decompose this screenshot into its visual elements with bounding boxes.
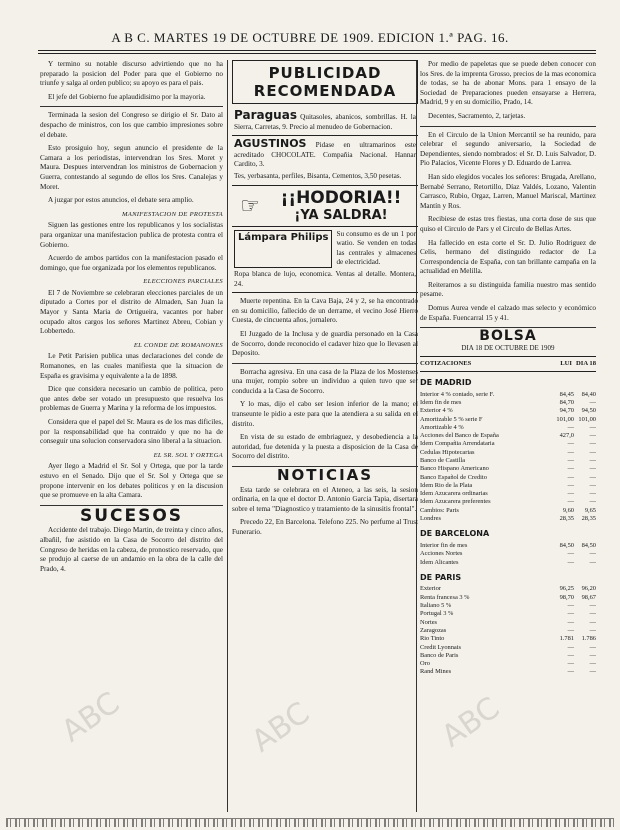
sucesos-heading: SUCESOS	[79, 505, 184, 526]
bolsa-row-name: Idem Azucarera ordinarias	[420, 490, 488, 498]
bolsa-row-name: Amortizable 5 % serie F	[420, 415, 483, 423]
publicity-title: PUBLICIDAD	[268, 64, 382, 82]
article-paragraph: Recibiese de estas tres fiestas, una corta dose de sus que quiso el Circulo de Pars y el Circulo de Bellas Artes.	[420, 215, 596, 233]
header-rule	[38, 50, 596, 51]
ad-paraguas	[232, 108, 418, 136]
bolsa-row	[420, 585, 596, 593]
bolsa-row-prev: —	[567, 448, 574, 456]
article-paragraph: Accidente del trabajo. Diego Martin, de treinta y cinco años, albañil, fue asistido en la Casa de Socorro del distrito del Congreso de heridas en la cabeza, de pronostico reservado, que se produjo al caerse de un andamio en la obra de la calle del Prado, 4.	[40, 526, 223, 573]
bolsa-row	[420, 449, 596, 457]
bolsa-row-prev: —	[567, 423, 574, 431]
bolsa-row-today: 1.786	[581, 635, 596, 643]
section-heading: EL SR. SOL Y ORTEGA	[153, 451, 223, 459]
bolsa-row-prev: 84,50	[559, 541, 574, 549]
article-paragraph: Reiteramos a su distinguida familia nuestro mas sentido pesame.	[420, 280, 596, 299]
bolsa-row	[420, 635, 596, 643]
bolsa-row	[420, 559, 596, 567]
bolsa-row-today: 84,40	[581, 390, 596, 398]
ad-title: AGUSTINOS	[234, 137, 307, 151]
bolsa-row-today: —	[589, 440, 596, 448]
bolsa-row-name: Banco de Paris	[420, 651, 459, 659]
bolsa-row-today: —	[589, 610, 596, 618]
bolsa-row-name: Cambios: Paris	[420, 506, 459, 514]
bolsa-row	[420, 515, 596, 523]
ad-extra: Tes, yerbasanta, perfiles, Bisanta, Cementos, 3,50 pesetas.	[234, 171, 402, 180]
bolsa-row-prev: —	[567, 481, 574, 489]
noticias-heading: NOTICIAS	[276, 466, 374, 485]
bolsa-row	[420, 490, 596, 498]
column-notices-bolsa	[420, 60, 596, 812]
bolsa-row-prev: 28,35	[559, 515, 574, 523]
bolsa-row	[420, 602, 596, 610]
bolsa-row-prev: 96,25	[559, 585, 574, 593]
bolsa-row	[420, 610, 596, 618]
bolsa-row	[420, 652, 596, 660]
bolsa-row-name: Exterior	[420, 585, 441, 593]
bolsa-row-name: Idem Compañia Arrendataria	[420, 440, 495, 448]
bolsa-row-prev: 84,45	[559, 390, 574, 398]
article-paragraph: Ayer llego a Madrid el Sr. Sol y Ortega, que por la tarde estuvo en el Senado. Dijo que el Sr. Sol y Ortega que se propone intervenir en los debates politicos y en la discusion que se promueve en la alta Camara.	[40, 462, 223, 500]
article-paragraph: Domus Aurea vende el calzado mas selecto y económico de España. Fuencarral 15 y 41.	[420, 304, 596, 322]
bolsa-row-prev: —	[567, 668, 574, 676]
bolsa-row-today: —	[589, 473, 596, 481]
bolsa-row	[420, 440, 596, 448]
ad-agustinos	[232, 136, 418, 185]
article-paragraph: Esta tarde se celebrara en el Ateneo, a las seis, la sesion ordinaria, en la que el doctor D. Antonio Garcia Tapia, disertara sobre el tema "Diagnostico y tratamiento de la sinusitis frontal".	[232, 485, 418, 513]
footer-edge	[6, 818, 614, 827]
bolsa-row-today: —	[589, 432, 596, 440]
article-paragraph: Acuerdo de ambos partidos con la manifestacion pasado el domingo, que fue organizada por los elementos republicanos.	[40, 254, 223, 272]
ad-text: Su consumo es de un 1 por watio. Se venden en todas las centrales y almacenes de electricidad.	[336, 229, 416, 267]
bolsa-row	[420, 498, 596, 506]
bolsa-row-prev: —	[567, 626, 574, 634]
article-paragraph: Le Petit Parisien publica unas declaraciones del conde de Romanones, en las cuales manifiesta que la situacion de España es gravisima y equivalente a la de 1898.	[40, 352, 223, 380]
article-paragraph: Decentes, Sacramento, 2, tarjetas.	[428, 111, 526, 120]
bolsa-date: DIA 18 DE OCTUBRE DE 1909	[461, 343, 555, 352]
bolsa-row	[420, 416, 596, 424]
ad-title: ¡¡HODORIA!!	[280, 187, 402, 208]
bolsa-row-name: Credit Lyonnais	[420, 643, 462, 651]
column-divider	[227, 60, 228, 812]
article-paragraph: A juzgar por estos anuncios, el debate sera amplio.	[48, 196, 194, 205]
bolsa-column-headers	[420, 356, 596, 372]
bolsa-row-name: Interior 4 % contado, serie F.	[420, 390, 495, 398]
bolsa-row-prev: 1.781	[559, 635, 574, 643]
bolsa-row-prev: —	[567, 660, 574, 668]
section-heading: EL CONDE DE ROMANONES	[133, 341, 223, 349]
bolsa-row-today: —	[589, 651, 596, 659]
bolsa-row-name: Rio Tinto	[420, 635, 445, 643]
bolsa-row-name: Exterior 4 %	[420, 407, 453, 415]
bolsa-row-today: —	[589, 457, 596, 464]
ad-subtitle: ¡YA SALDRA!	[294, 207, 388, 223]
bolsa-row-prev: —	[567, 550, 574, 558]
article-paragraph: El Juzgado de la Inclusa y de guardia personado en la Casa de Socorro, donde reconocido el cadaver hizo que lo llevasen al Deposito.	[232, 329, 418, 358]
bolsa-row-prev: —	[567, 643, 574, 651]
ad-title: Paraguas	[234, 108, 297, 122]
bolsa-row-today: —	[589, 465, 596, 473]
bolsa-row-today: 9,65	[584, 506, 596, 514]
bolsa-row-prev: —	[567, 490, 574, 498]
bolsa-row-prev: —	[567, 610, 574, 618]
bolsa-section-barcelona: DE BARCELONA	[420, 529, 490, 539]
hand-pointer-icon: ☞	[240, 192, 260, 218]
bolsa-row-prev: —	[567, 602, 574, 610]
bolsa-row-name: Renta francesa 3 %	[420, 593, 470, 601]
article-paragraph: Siguen las gestiones entre los republicanos y los socialistas para organizar una manifestacion publica de protesta contra el Gobierno.	[40, 221, 223, 249]
bolsa-row-today: —	[589, 398, 596, 406]
bolsa-row-prev: 9,60	[562, 506, 574, 514]
bolsa-row-prev: —	[567, 651, 574, 659]
bolsa-row-today: —	[589, 558, 596, 566]
bolsa-row-name: Banco de Castilla	[420, 457, 466, 464]
bolsa-row-name: Acciones del Banco de España	[420, 432, 499, 440]
ad-text: Quitasoles, abanicos, sombrillas. H. la Sierra, Carretas, 9. Precio al menudeo de Gobernacion.	[234, 113, 416, 131]
bolsa-row-name: Amortizable 4 %	[420, 423, 464, 431]
column-advertising	[232, 60, 418, 812]
article-paragraph: Y lo mas, dijo el cabo ser lesion inferior de la mano; el transeunte le pidio a este para que la atendiera a su salida en el distrito.	[232, 400, 418, 428]
bolsa-row-today: 84,50	[581, 541, 596, 549]
bolsa-row-today: —	[589, 481, 596, 489]
bolsa-row-name: Banco Español de Credito	[420, 473, 487, 481]
ad-hodoria	[232, 186, 418, 227]
bolsa-col-today: DIA 18	[576, 360, 596, 368]
bolsa-row-today: —	[589, 643, 596, 651]
bolsa-row-name: Idem Rio de la Plata	[420, 481, 473, 489]
article-paragraph: Han sido elegidos vocales los señores: Brugada, Arellano, Bernabé Serrano, Retortillo, Díaz Valdés, Lozano, Valentin Carrasco, Rubio, Orgaz, Larren, Manuel Mariscal, Martinez Mantín y Ros.	[420, 172, 596, 210]
article-paragraph: El jefe del Gobierno fue aplaudidisimo por la mayoria.	[48, 92, 206, 101]
article-paragraph: Terminada la sesion del Congreso se dirigio el Sr. Dato al despacho de ministros, con los que cambio impresiones sobre el debate.	[40, 111, 223, 139]
article-paragraph: Esto prosiguio hoy, segun anuncio el presidente de la Camara a los periodistas, intervendran los Sres. Moret y Maura. Despues intervendran los ministros de Gobernacion y Guerra, contestando al segundo de ellos los Sres. Canalejas y Moret.	[40, 144, 223, 191]
ad-logo-box	[234, 230, 332, 268]
article-paragraph: Considera que el papel del Sr. Maura es de los mas dificiles, por la responsabilidad que ha contraido y que no ha de conseguir una solucion conservadora sino liberal a la situacion.	[40, 418, 223, 446]
article-paragraph: Borracha agresiva. En una casa de la Plaza de los Mostenses una mujer, rompio sobre un individuo a quien tuvo que ser conducida a la Casa de Socorro.	[232, 367, 418, 395]
bolsa-row	[420, 542, 596, 550]
bolsa-row-today: —	[589, 618, 596, 626]
article-paragraph: Ha fallecido en esta corte el Sr. D. Julio Rodriguez de Celis, hermano del distinguido redactor de La Correspondencia de España, con tan brillante campaña en la actualidad en Melilla.	[420, 238, 596, 276]
bolsa-row	[420, 619, 596, 627]
page-header: A B C. MARTES 19 DE OCTUBRE DE 1909. EDICION 1.ª PAG. 16.	[111, 30, 509, 45]
bolsa-row-today: —	[589, 602, 596, 610]
bolsa-row	[420, 668, 596, 676]
bolsa-row-today: 94,50	[581, 407, 596, 415]
bolsa-row-name: Idem Alicantes	[420, 558, 459, 566]
bolsa-row-name: Portugal 3 %	[420, 610, 454, 618]
watermark: ABC	[245, 695, 317, 760]
divider	[420, 126, 596, 127]
bolsa-row	[420, 424, 596, 432]
bolsa-row-today: —	[589, 490, 596, 498]
ad-text: Pidase en ultramarinos este acreditado CHOCOLATE. Compañia Nacional. Hannar Cardito, 3.	[234, 141, 416, 169]
section-heading: MANIFESTACION DE PROTESTA	[121, 210, 223, 218]
bolsa-row-today: —	[589, 626, 596, 634]
bolsa-row-prev: —	[567, 558, 574, 566]
bolsa-row	[420, 660, 596, 668]
divider	[40, 106, 223, 107]
watermark: ABC	[435, 690, 507, 755]
bolsa-row-name: Cedulas Hipotecarias	[420, 448, 475, 456]
bolsa-row-name: Nortes	[420, 618, 438, 626]
article-paragraph: Precedo 22, En Barcelona. Telefono 225. No perfume al Trust Funerario.	[232, 518, 418, 536]
bolsa-row	[420, 627, 596, 635]
bolsa-row-prev: —	[567, 498, 574, 506]
bolsa-row-prev: —	[567, 457, 574, 464]
bolsa-row	[420, 482, 596, 490]
bolsa-row-today: 98,67	[581, 593, 596, 601]
bolsa-table-barcelona	[420, 542, 596, 567]
bolsa-row-prev: —	[567, 465, 574, 473]
article-paragraph: El 7 de Noviembre se celebraran elecciones parciales de un diputado a Cortes por el distrito de Almaden, San Juan la Mayor y Santa Maria de Ortigueira, vacantes por haber ocupado altos cargos los señores Martinez Abreu, Cobian y Lobbertedo.	[40, 288, 223, 336]
article-paragraph: En vista de su estado de embriaguez, y desobediencia a la autoridad, fue detenida y la puesta a disposicion de la Casa de Socorro del distrito.	[232, 433, 418, 461]
bolsa-section-paris: DE PARIS	[420, 572, 462, 582]
bolsa-row-name: Oro	[420, 660, 430, 668]
bolsa-heading: BOLSA	[479, 328, 537, 345]
bolsa-row-today: —	[589, 668, 596, 676]
divider	[232, 363, 418, 364]
ad-philips	[232, 227, 418, 294]
bolsa-row-name: Idem Azucarera preferentes	[420, 498, 491, 506]
ad-title: Lámpara Philips	[238, 231, 329, 243]
bolsa-row	[420, 644, 596, 652]
bolsa-row	[420, 507, 596, 515]
publicity-banner	[232, 60, 418, 104]
article-paragraph: Dice que considera necesario un cambio de politica, pero que antes debe ser votado un presupuesto que resuelva los problemas de Guerra y Marina y la reforma de los impuestos.	[40, 385, 223, 413]
bolsa-row-prev: 427,0	[559, 432, 574, 440]
bolsa-row-prev: 94,70	[559, 407, 574, 415]
bolsa-row-name: Zaragozas	[420, 626, 447, 634]
bolsa-row-name: Londres	[420, 515, 441, 523]
bolsa-row-prev: —	[567, 618, 574, 626]
bolsa-row	[420, 474, 596, 482]
bolsa-table-paris	[420, 585, 596, 676]
bolsa-row-today: 96,20	[581, 585, 596, 593]
bolsa-row-prev: —	[567, 440, 574, 448]
bolsa-row-name: Banco Hispano Americano	[420, 465, 489, 473]
bolsa-row	[420, 407, 596, 415]
watermark: ABC	[55, 685, 127, 750]
bolsa-row-name: Acciones Nortes	[420, 550, 463, 558]
article-paragraph: Y termino su notable discurso advirtiendo que no ha preparado la posicion del Poder para que el Gobierno no triunfe y salga al orden publico; su apoyo es para el pais.	[40, 60, 223, 88]
bolsa-row-prev: 98,70	[559, 593, 574, 601]
ad-extra: Ropa blanca de lujo, economica. Ventas al detalle. Montera, 24.	[234, 269, 416, 288]
article-paragraph: En el Circulo de la Union Mercantil se ha reunido, para celebrar el segundo aniversario, la Sociedad de Dependientes, siendo nombrados: el Sr. D. Luis Salvador, D. Pio Palacios, Vicente Flores y D. Eduardo de Larrea.	[420, 130, 596, 168]
publicity-subtitle: RECOMENDADA	[253, 82, 397, 100]
bolsa-row-name: Interior fin de mes	[420, 541, 468, 549]
bolsa-row-today: 101,00	[578, 415, 596, 423]
bolsa-row-prev: 101,00	[556, 415, 574, 423]
bolsa-row-prev: —	[567, 473, 574, 481]
bolsa-section-madrid: DE MADRID	[420, 378, 472, 388]
bolsa-row-today: —	[589, 498, 596, 506]
bolsa-row	[420, 594, 596, 602]
bolsa-row-today: —	[589, 550, 596, 558]
page-footer	[0, 818, 620, 828]
header-rule-2	[38, 53, 596, 54]
article-paragraph: Por medio de papeletas que se puede deben conocer con los Sres. de la imprenta Grosso, precios de la mas economica de todas, se ha de abonar Mons. para 1 ensayo de la Sociedad de Preparaciones pueden ensayarse a Herrera, Madrid, 9 y en su domicilio, Prado, 14.	[420, 60, 596, 107]
bolsa-row	[420, 391, 596, 399]
column-politics	[40, 60, 223, 812]
bolsa-row-today: —	[589, 660, 596, 668]
bolsa-row-name: Italiano 5 %	[420, 602, 452, 610]
bolsa-col-prev: LUI	[560, 360, 572, 368]
bolsa-table-madrid	[420, 391, 596, 524]
bolsa-row	[420, 399, 596, 407]
bolsa-row-name: Idem fin de mes	[420, 398, 462, 406]
bolsa-row	[420, 432, 596, 440]
bolsa-row-today: 28,35	[581, 515, 596, 523]
bolsa-col-label: COTIZACIONES	[420, 360, 472, 368]
bolsa-row	[420, 550, 596, 558]
section-heading: ELECCIONES PARCIALES	[143, 278, 223, 286]
bolsa-row-today: —	[589, 423, 596, 431]
bolsa-row-name: Rand Mines	[420, 668, 452, 676]
article-paragraph: Muerte repentina. En la Cava Baja, 24 y 2, se ha encontrado en su domicilio, fallecido de un derrame, el vecino José Hierro Cuesta, de cincuenta años, jornalero.	[232, 297, 418, 325]
bolsa-row	[420, 465, 596, 473]
bolsa-row-today: —	[589, 448, 596, 456]
bolsa-row	[420, 457, 596, 465]
bolsa-row-prev: 84,70	[559, 398, 574, 406]
